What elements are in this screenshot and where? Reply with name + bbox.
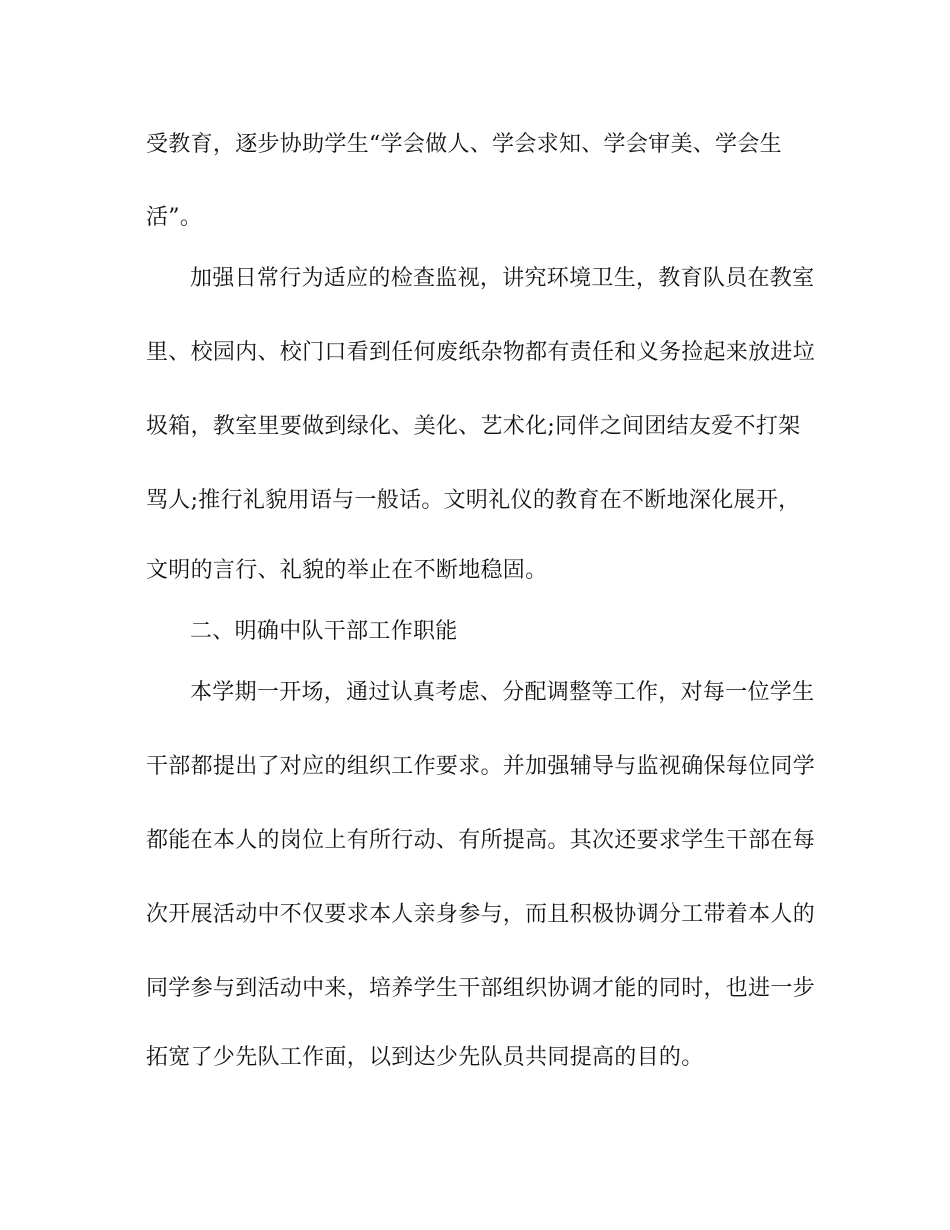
paragraph-line: 都能在本人的岗位上有所行动、有所提高。其次还要求学生干部在每: [146, 828, 816, 853]
paragraph-line: 活”。: [146, 205, 203, 230]
paragraph-line: 文明的言行、礼貌的举止在不断地稳固。: [146, 558, 548, 583]
paragraph-line: 圾箱，教室里要做到绿化、美化、艺术化;同伴之间团结友爱不打架: [146, 414, 801, 439]
paragraph-line: 干部都提出了对应的组织工作要求。并加强辅导与监视确保每位同学: [146, 754, 816, 779]
paragraph-line: 加强日常行为适应的检查监视，讲究环境卫生，教育队员在教室: [190, 266, 815, 291]
paragraph-line: 拓宽了少先队工作面，以到达少先队员共同提高的目的。: [146, 1045, 704, 1070]
paragraph-line: 次开展活动中不仅要求本人亲身参与，而且积极协调分工带着本人的: [146, 902, 816, 927]
paragraph-line: 受教育，逐步协助学生“学会做人、学会求知、学会审美、学会生: [146, 132, 782, 157]
paragraph-line: 骂人;推行礼貌用语与一般话。文明礼仪的教育在不断地深化展开，: [146, 488, 801, 513]
paragraph-line: 本学期一开场，通过认真考虑、分配调整等工作，对每一位学生: [190, 680, 815, 705]
paragraph-line: 里、校园内、校门口看到任何废纸杂物都有责任和义务捡起来放进垃: [146, 340, 816, 365]
section-heading: 二、明确中队干部工作职能: [190, 619, 458, 644]
paragraph-line: 同学参与到活动中来，培养学生干部组织协调才能的同时，也进一步: [146, 976, 816, 1001]
